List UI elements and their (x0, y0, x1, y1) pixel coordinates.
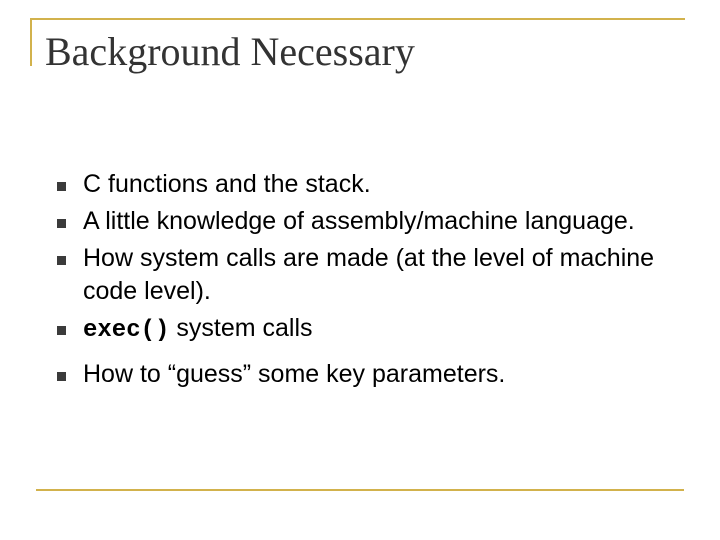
bullet-text: How to “guess” some key parameters. (83, 360, 506, 388)
bullet-item-c-functions (56, 168, 696, 201)
bullet-text: C functions and the stack. (83, 170, 371, 198)
square-bullet-icon (57, 256, 66, 265)
bullet-list (56, 168, 696, 391)
bullet-item-guess-parameters (56, 358, 696, 391)
bullet-text: system calls (169, 314, 313, 342)
bullet-code: exec() (83, 317, 170, 344)
slide-title: Background Necessary (45, 29, 415, 74)
square-bullet-icon (57, 182, 66, 191)
title-frame-left-line (30, 18, 32, 66)
bullet-item-exec (56, 312, 696, 347)
bullet-text: A little knowledge of assembly/machine language. (83, 207, 635, 235)
bullet-item-assembly (56, 205, 696, 238)
bullet-text: How system calls are made (at the level of machine code level). (83, 244, 655, 305)
footer-line (36, 489, 684, 491)
square-bullet-icon (57, 219, 66, 228)
square-bullet-icon (57, 326, 66, 335)
bullet-item-system-calls (56, 242, 696, 308)
title-frame-top-line (30, 18, 685, 20)
square-bullet-icon (57, 372, 66, 381)
